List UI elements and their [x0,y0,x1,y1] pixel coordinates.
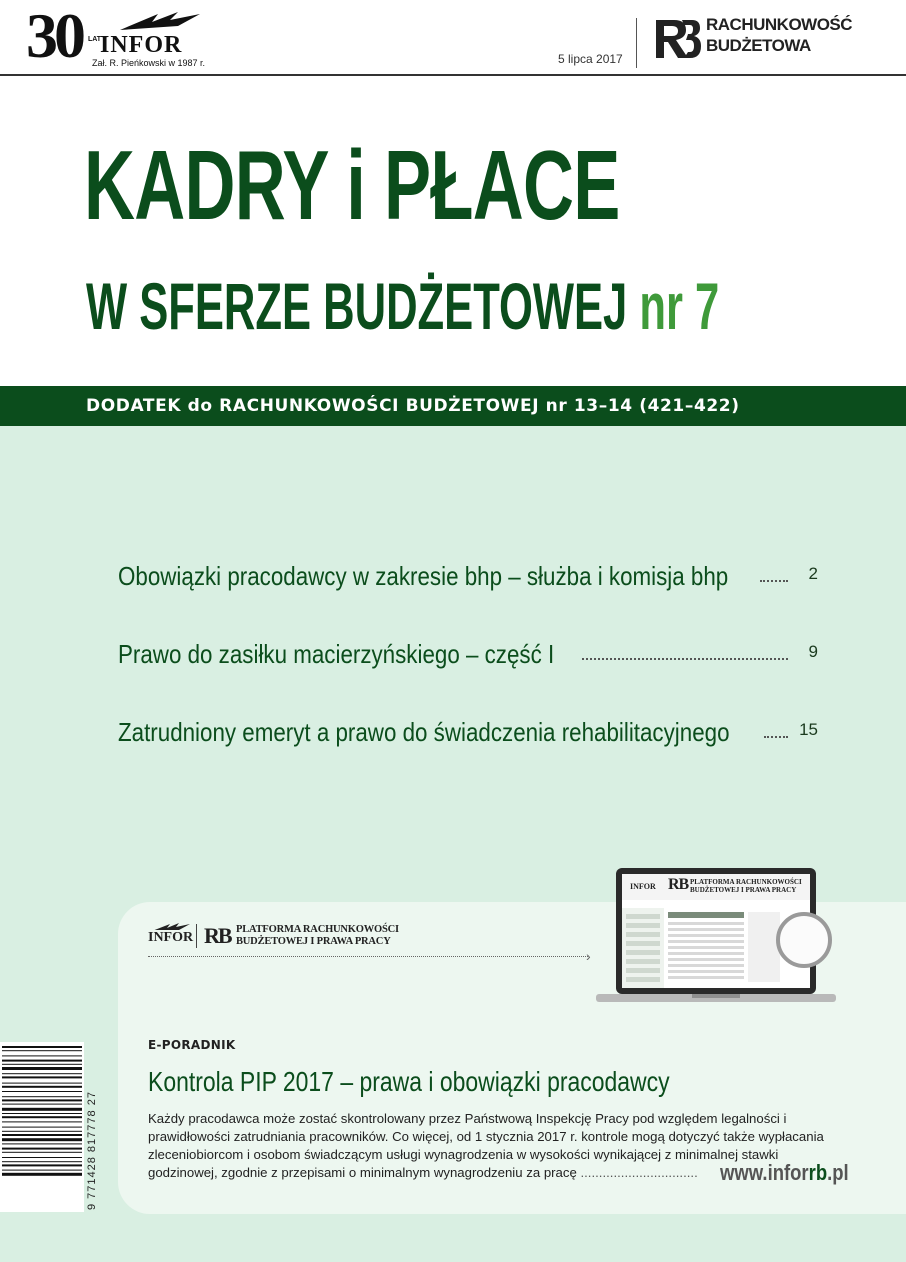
eporadnik-label: E-PORADNIK [148,1038,236,1052]
toc-item-title: Prawo do zasiłku macierzyńskiego – część I [118,639,555,669]
anniversary-number: 30 [26,0,82,71]
infor-wings-icon [118,10,202,32]
toc-item-page: 2 [808,564,818,583]
toc-item[interactable] [118,560,818,592]
infor-founder: Zał. R. Pieńkowski w 1987 r. [92,58,206,68]
barcode-digits: 9 771428 817778 27 [86,1091,98,1210]
main-title-subtitle: W SFERZE BUDŻETOWEJ [86,269,628,343]
toc-dot-leader [582,658,788,660]
issue-number: nr 7 [639,269,720,343]
toc-item-page: 15 [799,720,818,739]
laptop-platform-line1: PLATFORMA RACHUNKOWOŚCI [690,878,802,886]
rb-name-line2: BUDŻETOWA [706,36,811,55]
platform-name-line2: BUDŻETOWEJ I PRAWA PRACY [236,936,391,947]
toc-item[interactable] [118,716,818,748]
platform-infor: INFOR [148,930,194,945]
platform-rb-mark: RB [204,923,231,948]
rb-name-line1: RACHUNKOWOŚĆ [706,15,853,34]
laptop-illustration [596,868,836,1008]
toc-item-title: Zatrudniony emeryt a prawo do świadczenia rehabilitacyjnego [118,717,730,747]
rb-monogram-icon [652,14,702,62]
website-link[interactable] [720,1160,849,1186]
header-divider [0,74,906,76]
barcode [0,1042,84,1212]
laptop-infor: INFOR [630,882,656,891]
toc-dot-leader [760,580,788,582]
website-prefix: www.infor [720,1160,809,1185]
issue-date: 5 lipca 2017 [558,52,623,66]
platform-separator [196,924,197,948]
toc-item-title: Obowiązki pracodawcy w zakresie bhp – służba i komisja bhp [118,561,729,591]
platform-name [236,924,399,948]
anniversary-lat: LAT [88,36,102,43]
rb-name [706,14,852,56]
platform-name-line1: PLATFORMA RACHUNKOWOŚCI [236,924,399,935]
main-title-line1: KADRY i PŁACE [84,130,620,240]
toc-item[interactable] [118,638,818,670]
header-separator [636,18,637,68]
toc-dot-leader [764,736,788,738]
chevron-right-icon: › [586,948,591,964]
supplement-text: DODATEK do RACHUNKOWOŚCI BUDŻETOWEJ nr 13–14 (421–422) [86,396,740,416]
laptop-platform-line2: BUDŻETOWEJ I PRAWA PRACY [690,886,797,894]
promo-dotted-rule [148,956,588,957]
infor-logo [26,0,226,74]
toc-item-page: 9 [808,642,818,661]
eporadnik-description-text: Każdy pracodawca może zostać skontrolowany przez Państwową Inspekcję Pracy pod względem legalności i prawidłowości zatrudniania pracowników. Co więcej, od 1 stycznia 2017 r. kontrole mogą dotyczyć także wypłacania zleceniobiorcom i osobom świadczącym usługi wynagrodzenia w wysokości wynikającej z minimalnej stawki godzinowej, zgodnie z przepisami o minimalnym wynagrodzeniu za pracę [148,1111,824,1180]
website-suffix: .pl [827,1160,849,1185]
main-title-line2 [86,268,719,344]
website-rb: rb [808,1160,828,1185]
infor-wings-icon [152,922,190,930]
barcode-icon [0,1042,84,1212]
description-dot-leader: ................................ [580,1165,698,1180]
laptop-rb-mark: RB [668,876,689,893]
laptop-platform-name [690,878,802,894]
eporadnik-title[interactable]: Kontrola PIP 2017 – prawa i obowiązki pracodawcy [148,1066,670,1097]
infor-brand: INFOR [100,32,183,58]
